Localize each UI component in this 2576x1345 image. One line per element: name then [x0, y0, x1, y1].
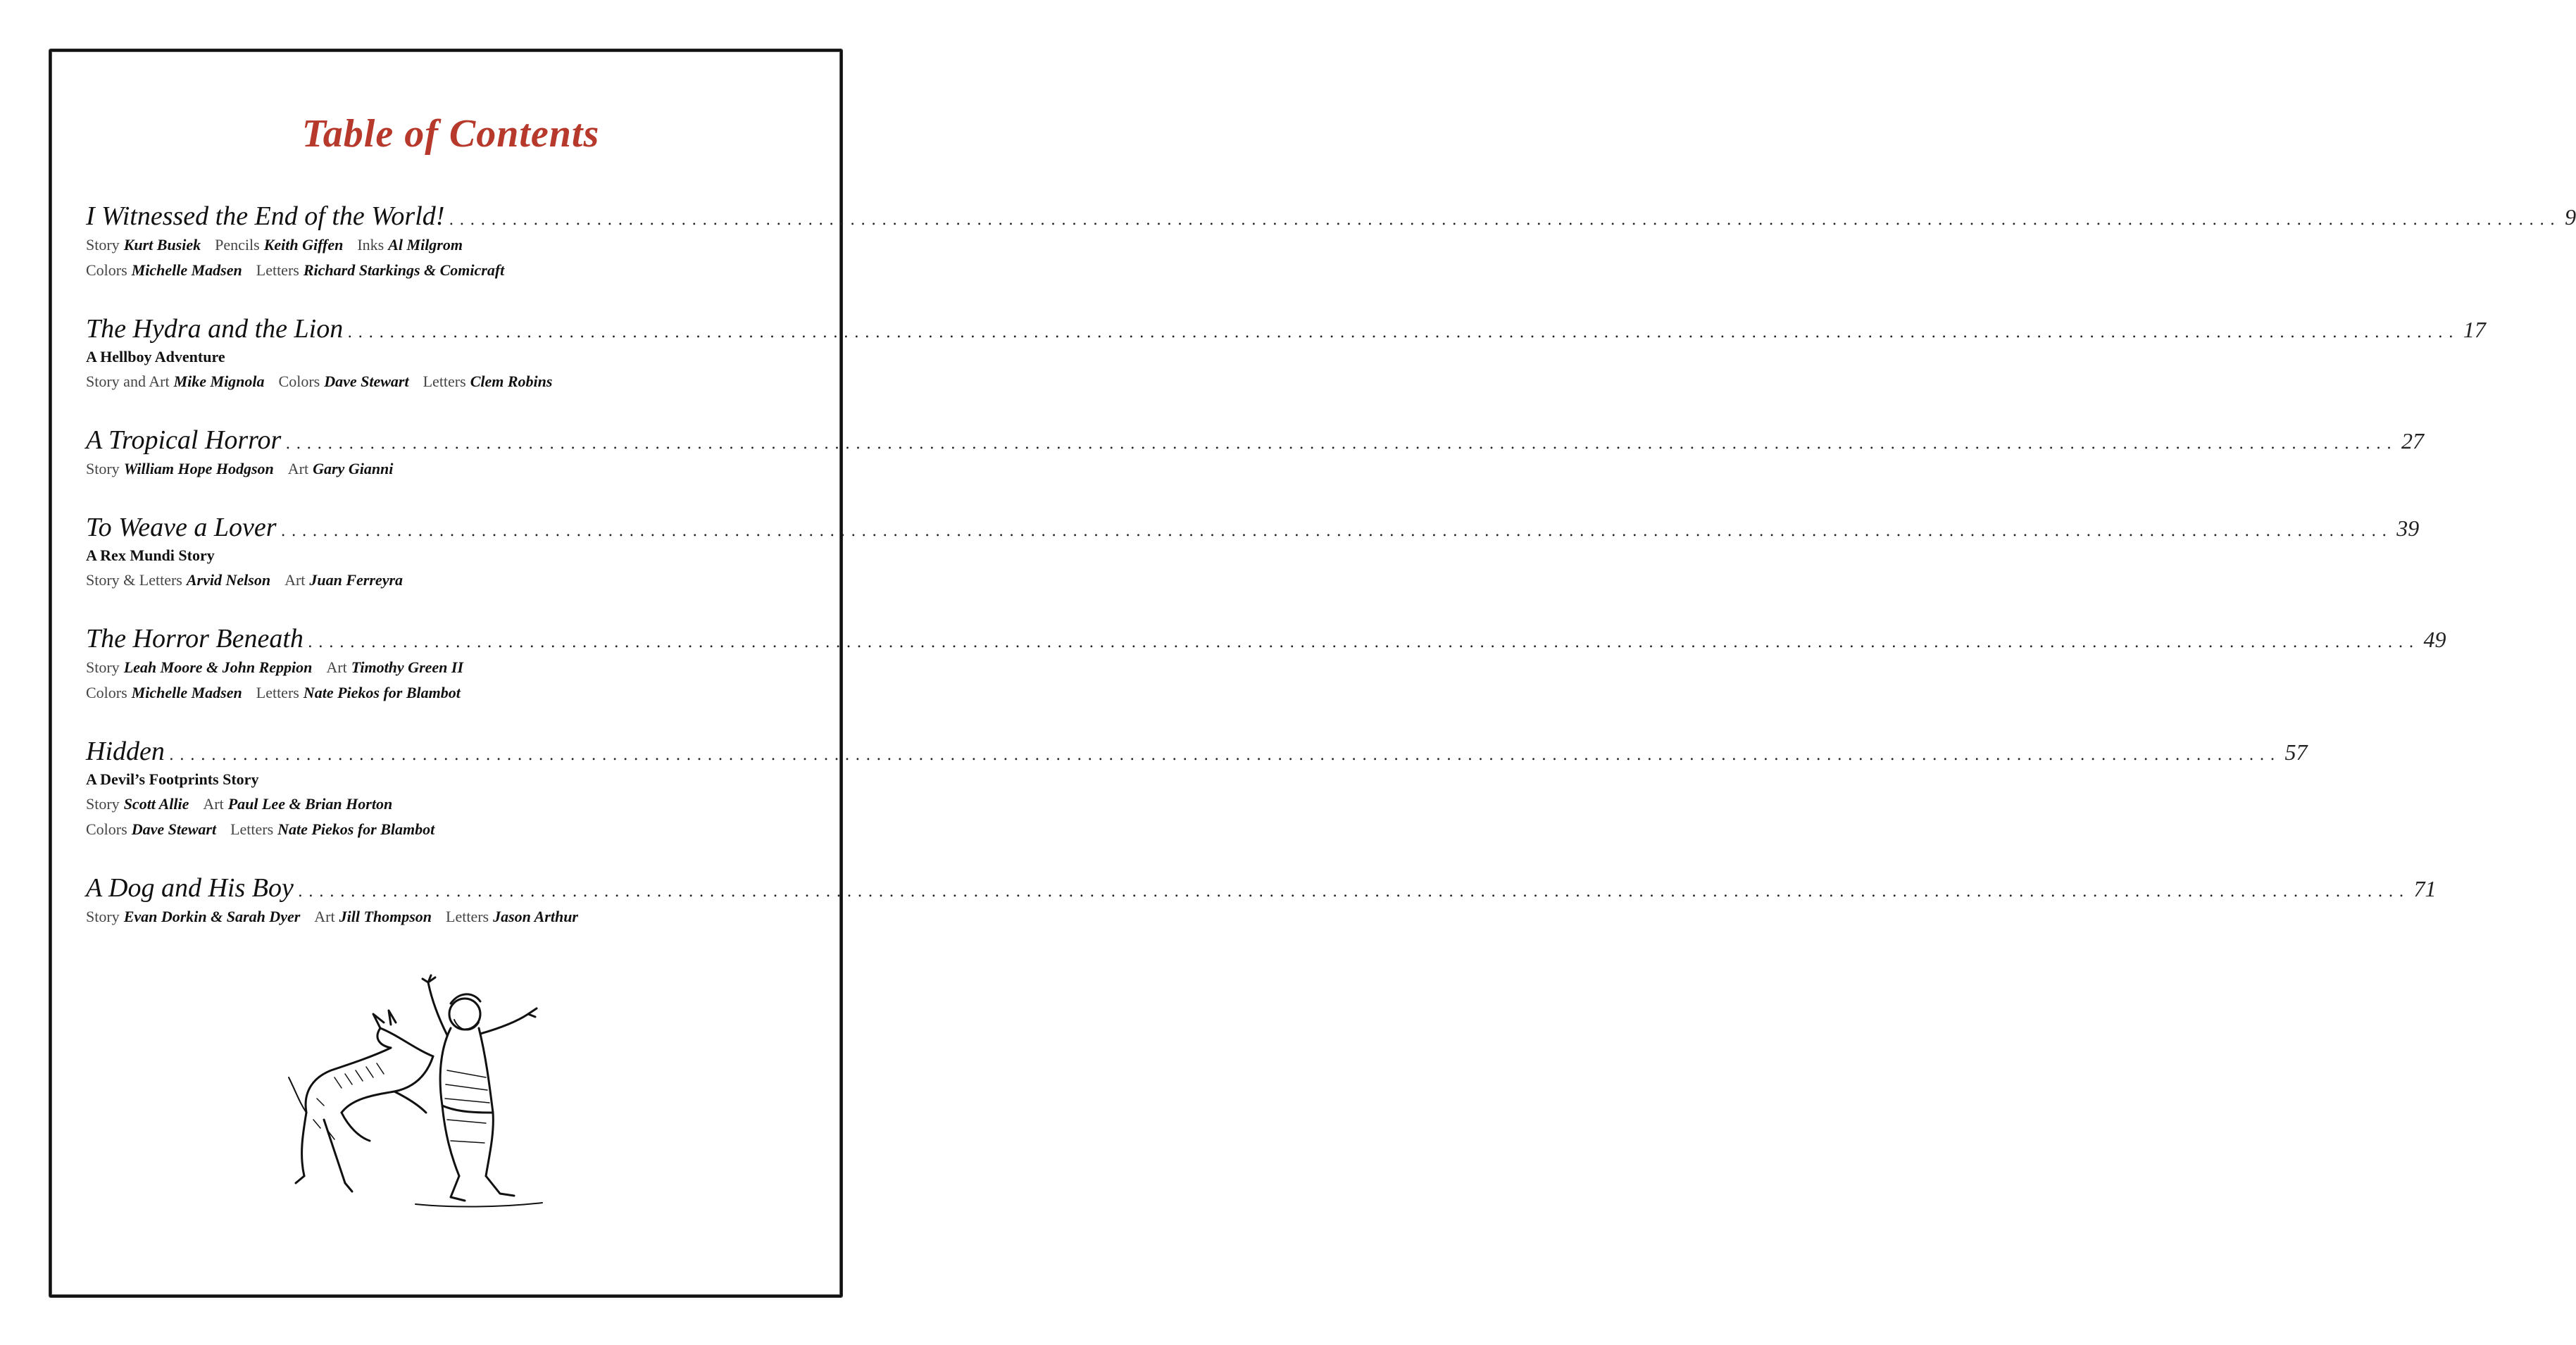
page-number: 9 — [2565, 204, 2576, 230]
credit-name: Nate Piekos for Blambot — [277, 820, 435, 838]
credit-role: Story — [86, 460, 120, 477]
credit-role: Art — [203, 795, 224, 813]
credit — [86, 460, 274, 477]
page-number: 49 — [2423, 627, 2446, 652]
toc-entry — [86, 511, 2420, 593]
credit-line — [86, 680, 807, 706]
credit-name: Mike Mignola — [173, 373, 265, 390]
page-number: 17 — [2463, 317, 2486, 342]
story-subtitle: A Devil’s Footprints Story — [86, 770, 259, 788]
dot-leader: ........................................................................................................................................................................................................ — [168, 746, 2281, 764]
credit-line — [86, 655, 807, 680]
toc-entry-heading — [86, 424, 2424, 456]
page-number: 39 — [2396, 515, 2420, 541]
toc-entry — [86, 424, 2424, 482]
credit — [279, 373, 409, 390]
credit — [288, 460, 394, 477]
credit-role: Pencils — [215, 236, 260, 254]
credit-name: Nate Piekos for Blambot — [303, 684, 461, 701]
credit-role: Story — [86, 658, 120, 676]
credit-line — [86, 568, 807, 593]
credit-name: Timothy Green II — [351, 658, 464, 676]
story-title: A Tropical Horror — [86, 425, 282, 455]
credit — [423, 373, 553, 390]
credit-role: Story — [86, 236, 120, 254]
credit-name: William Hope Hodgson — [123, 460, 274, 477]
credit-line — [86, 904, 807, 930]
story-title: The Horror Beneath — [86, 624, 304, 653]
dot-leader: ........................................................................................................................................................................................................ — [449, 211, 2561, 229]
credit-role: Inks — [357, 236, 384, 254]
toc-entry-heading — [86, 200, 2576, 232]
credit-name: Evan Dorkin & Sarah Dyer — [123, 908, 301, 925]
credit-role: Art — [287, 460, 309, 477]
story-title: A Dog and His Boy — [86, 873, 294, 903]
credit-name: Clem Robins — [470, 373, 553, 390]
credit — [86, 571, 270, 589]
toc-entry — [86, 872, 2437, 930]
credit-role: Letters — [230, 820, 274, 838]
credit-line — [86, 456, 807, 482]
story-subtitle: A Hellboy Adventure — [86, 348, 225, 365]
credit-role: Letters — [446, 908, 489, 925]
dot-leader: ........................................................................................................................................................................................................ — [297, 883, 2410, 901]
credit-name: Juan Ferreyra — [309, 571, 404, 589]
page-number: 27 — [2401, 428, 2424, 453]
credit-role: Story and Art — [86, 373, 170, 390]
credit-name: Paul Lee & Brian Horton — [227, 795, 393, 813]
credit — [230, 820, 434, 838]
credit-line — [86, 258, 807, 283]
toc-entry-heading — [86, 623, 2446, 655]
toc-entry-heading — [86, 313, 2486, 345]
credit-role: Art — [314, 908, 335, 925]
toc-list — [86, 200, 2576, 930]
credit — [203, 795, 392, 813]
credit-role: Colors — [86, 684, 127, 701]
story-subtitle: A Rex Mundi Story — [86, 546, 215, 564]
credit-name: Scott Allie — [123, 795, 189, 813]
toc-entry-heading — [86, 872, 2437, 904]
credit-line — [86, 232, 807, 258]
credit-role: Letters — [423, 373, 466, 390]
toc-entry-heading — [86, 511, 2420, 544]
credit-line — [86, 817, 807, 842]
credit-name: Michelle Madsen — [131, 261, 242, 279]
credit — [86, 373, 265, 390]
credit-name: Michelle Madsen — [131, 684, 242, 701]
page-number: 71 — [2413, 876, 2437, 901]
credit — [86, 795, 189, 813]
credit-name: Arvid Nelson — [186, 571, 271, 589]
credit — [215, 236, 343, 254]
credit-name: Jason Arthur — [493, 908, 578, 925]
credit — [314, 908, 432, 925]
credit — [326, 658, 463, 676]
credit-line — [86, 369, 807, 394]
toc-entry — [86, 313, 2486, 394]
credit-role: Letters — [256, 261, 299, 279]
credit — [285, 571, 403, 589]
credit-name: Gary Gianni — [313, 460, 394, 477]
credit-name: Jill Thompson — [339, 908, 432, 925]
credit-line — [86, 792, 807, 817]
dot-leader: ........................................................................................................................................................................................................ — [307, 634, 2420, 651]
credit-name: Leah Moore & John Reppion — [123, 658, 313, 676]
story-title: I Witnessed the End of the World! — [86, 201, 445, 231]
credit-role: Art — [326, 658, 347, 676]
credit — [86, 908, 300, 925]
dot-leader: ........................................................................................................................................................................................................ — [285, 435, 2397, 453]
credit-name: Al Milgrom — [388, 236, 463, 254]
credit-role: Story & Letters — [86, 571, 182, 589]
credit-name: Richard Starkings & Comicraft — [303, 261, 505, 279]
credit-name: Dave Stewart — [324, 373, 409, 390]
story-title: Hidden — [86, 737, 165, 766]
credit — [256, 684, 461, 701]
credit-role: Colors — [86, 261, 127, 279]
credit — [86, 820, 216, 838]
credit-role: Art — [285, 571, 306, 589]
page-title: Table of Contents — [301, 112, 600, 156]
toc-entry-heading — [86, 735, 2308, 768]
credit-role: Story — [86, 795, 120, 813]
dot-leader: ........................................................................................................................................................................................................ — [280, 523, 2393, 540]
credit-name: Dave Stewart — [131, 820, 217, 838]
credit-role: Story — [86, 908, 120, 925]
credit-role: Colors — [86, 820, 127, 838]
credit — [86, 658, 312, 676]
dot-leader: ........................................................................................................................................................................................................ — [347, 324, 2459, 342]
story-title: To Weave a Lover — [86, 513, 277, 542]
credit-role: Letters — [256, 684, 299, 701]
dog-attacking-man-woodcut-icon — [275, 972, 584, 1218]
credit-name: Keith Giffen — [263, 236, 344, 254]
credit — [86, 684, 242, 701]
toc-entry — [86, 623, 2446, 706]
credit — [86, 261, 242, 279]
toc-entry — [86, 735, 2308, 842]
credit-role: Colors — [278, 373, 320, 390]
credit — [446, 908, 578, 925]
story-title: The Hydra and the Lion — [86, 314, 344, 344]
credit — [86, 236, 201, 254]
credit — [357, 236, 463, 254]
credit — [256, 261, 505, 279]
page-number: 57 — [2284, 739, 2308, 765]
credit-name: Kurt Busiek — [123, 236, 201, 254]
toc-entry — [86, 200, 2576, 283]
